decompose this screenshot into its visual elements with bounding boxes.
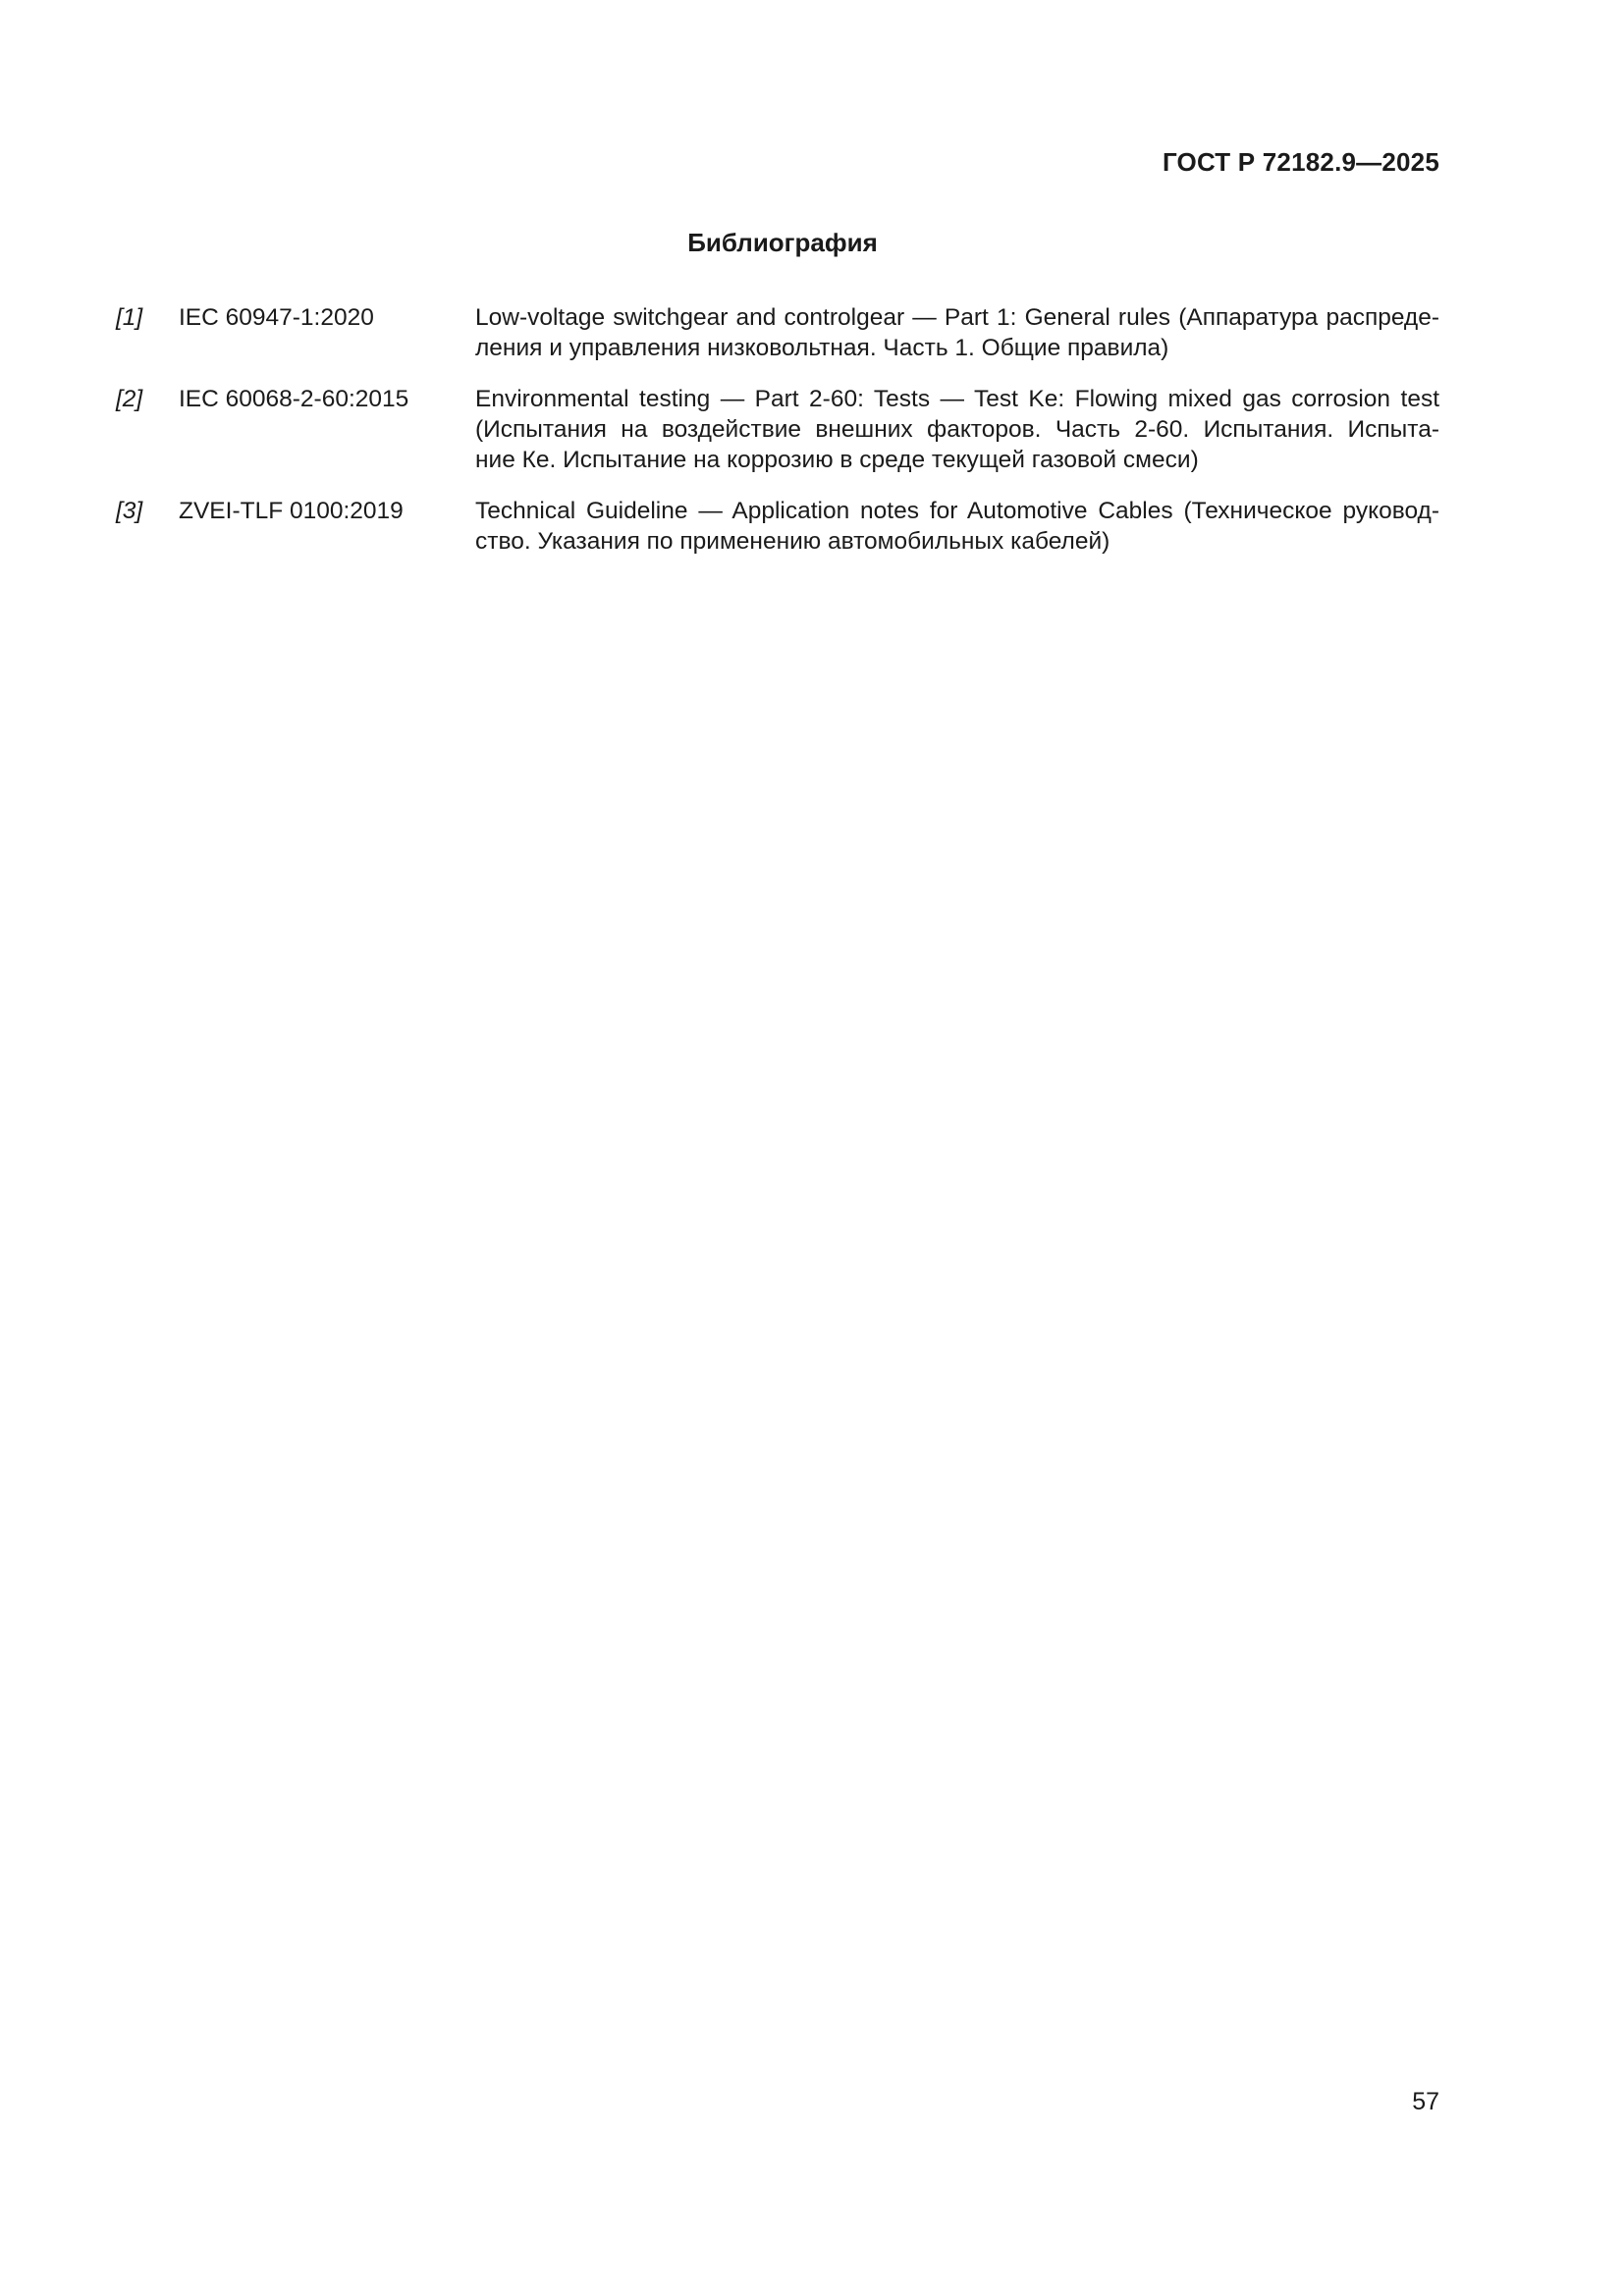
entry-standard-code: ZVEI-TLF 0100:2019 [179, 498, 404, 524]
bibliography-entry [116, 302, 1439, 363]
entry-number: [3] [116, 498, 143, 524]
entry-description [475, 302, 1439, 363]
entry-standard-code: IEC 60947-1:2020 [179, 304, 374, 331]
page-number: 57 [1412, 2088, 1439, 2115]
section-title: Библиография [687, 228, 878, 257]
bibliography-entry [116, 496, 1439, 557]
entry-description-line: Environmental testing — Part 2-60: Tests — Test Ke: Flowing mixed gas corrosion test [475, 386, 1439, 412]
document-code: ГОСТ Р 72182.9—2025 [1162, 147, 1439, 177]
entry-description [475, 496, 1439, 557]
bibliography-entry [116, 384, 1439, 475]
entry-number: [1] [116, 304, 143, 331]
entry-description-line: Low-voltage switchgear and controlgear — Part 1: General rules (Аппаратура распреде- [475, 304, 1439, 331]
entry-number: [2] [116, 386, 143, 412]
entry-standard-code: IEC 60068-2-60:2015 [179, 386, 409, 412]
entry-description [475, 384, 1439, 475]
entry-description-line: ние Ке. Испытание на коррозию в среде текущей газовой смеси) [475, 447, 1199, 473]
entry-description-line: ство. Указания по применению автомобильных кабелей) [475, 528, 1110, 555]
entry-description-line: ления и управления низковольтная. Часть 1. Общие правила) [475, 335, 1169, 361]
bibliography-list [116, 302, 1439, 577]
entry-description-line: (Испытания на воздействие внешних факторов. Часть 2-60. Испытания. Испыта- [475, 416, 1439, 443]
entry-description-line: Technical Guideline — Application notes for Automotive Cables (Техническое руковод- [475, 498, 1439, 524]
